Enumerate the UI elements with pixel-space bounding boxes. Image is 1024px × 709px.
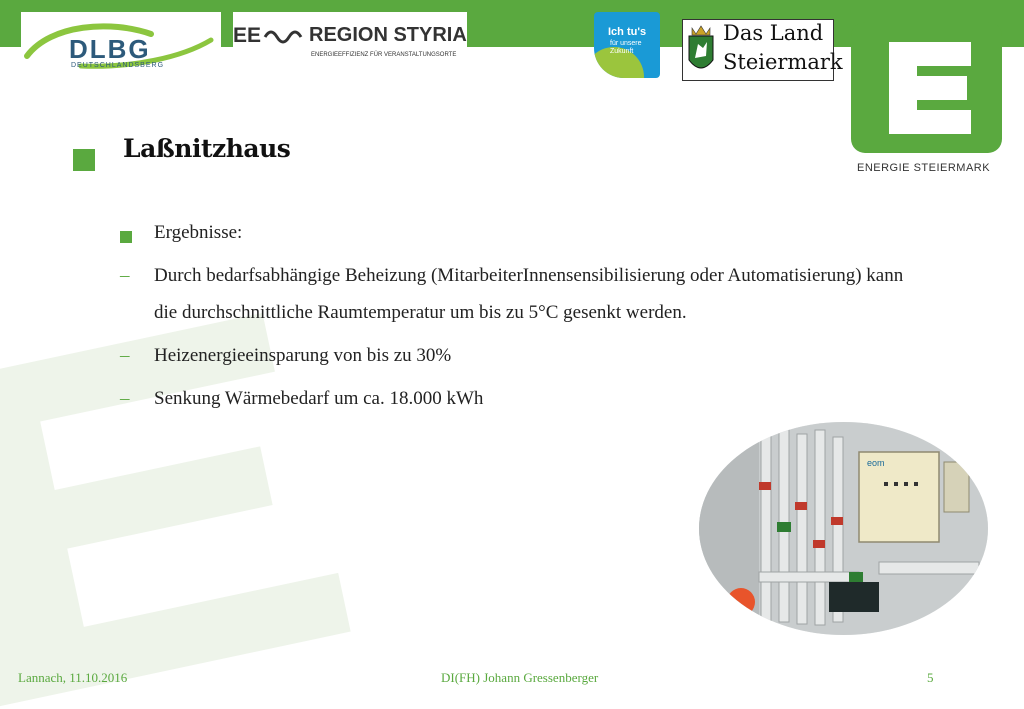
ichtus-logo (594, 12, 660, 78)
list-marker: – (120, 345, 130, 366)
dlbg-logo (21, 12, 221, 78)
dlbg-subtitle: DEUTSCHLANDSBERG (71, 62, 165, 69)
wave-icon (263, 27, 303, 47)
ee-region-subtitle: ENERGIEEFFIZIENZ FÜR VERANSTALTUNGSORTE (311, 52, 457, 58)
energie-name: ENERGIE STEIERMARK (857, 162, 991, 174)
ee-region-styria-logo (233, 12, 467, 62)
ee-prefix: EE (233, 24, 262, 47)
land-line1: Das Land (723, 21, 824, 45)
list-item (120, 337, 910, 374)
slide-title: Laßnitzhaus (123, 134, 291, 163)
bullet-square (120, 231, 132, 243)
subheading-row (120, 214, 910, 251)
das-land-steiermark-logo (682, 19, 843, 81)
ichtus-line3: Zukunft (610, 48, 634, 55)
footer-location-date: Lannach, 11.10.2016 (18, 670, 128, 685)
energie-e-icon (849, 20, 1004, 155)
list-marker: – (120, 265, 130, 286)
subheading: Ergebnisse: (154, 222, 243, 243)
heating-pipes-illustration (699, 422, 988, 635)
panel-label: eom (867, 458, 885, 468)
slide-content (120, 214, 910, 417)
energie-steiermark-logo (849, 20, 1004, 180)
list-item-text: Durch bedarfsabhängige Beheizung (MitarbeiterInnensensibilisierung oder Automatisierung) kann die durchschnittliche Raumtemperatur um bis zu 5°C gesenkt werden. (154, 265, 904, 323)
land-line2: Steiermark (723, 50, 843, 74)
list-item (120, 257, 910, 331)
dlbg-name: DLBG (69, 34, 151, 64)
ichtus-line1: Ich tu's (608, 26, 647, 38)
footer-author: DI(FH) Johann Gressenberger (441, 670, 599, 685)
ee-region-name: REGION STYRIA (309, 24, 467, 46)
page-number: 5 (927, 670, 934, 685)
list-item (120, 380, 910, 417)
coat-of-arms-icon (686, 22, 716, 77)
heating-installation-photo (699, 422, 988, 635)
ichtus-line2: für unsere (610, 40, 642, 47)
title-bullet (73, 149, 95, 171)
list-item-text: Heizenergieeinsparung von bis zu 30% (154, 345, 452, 366)
list-marker: – (120, 388, 130, 409)
list-item-text: Senkung Wärmebedarf um ca. 18.000 kWh (154, 388, 484, 409)
